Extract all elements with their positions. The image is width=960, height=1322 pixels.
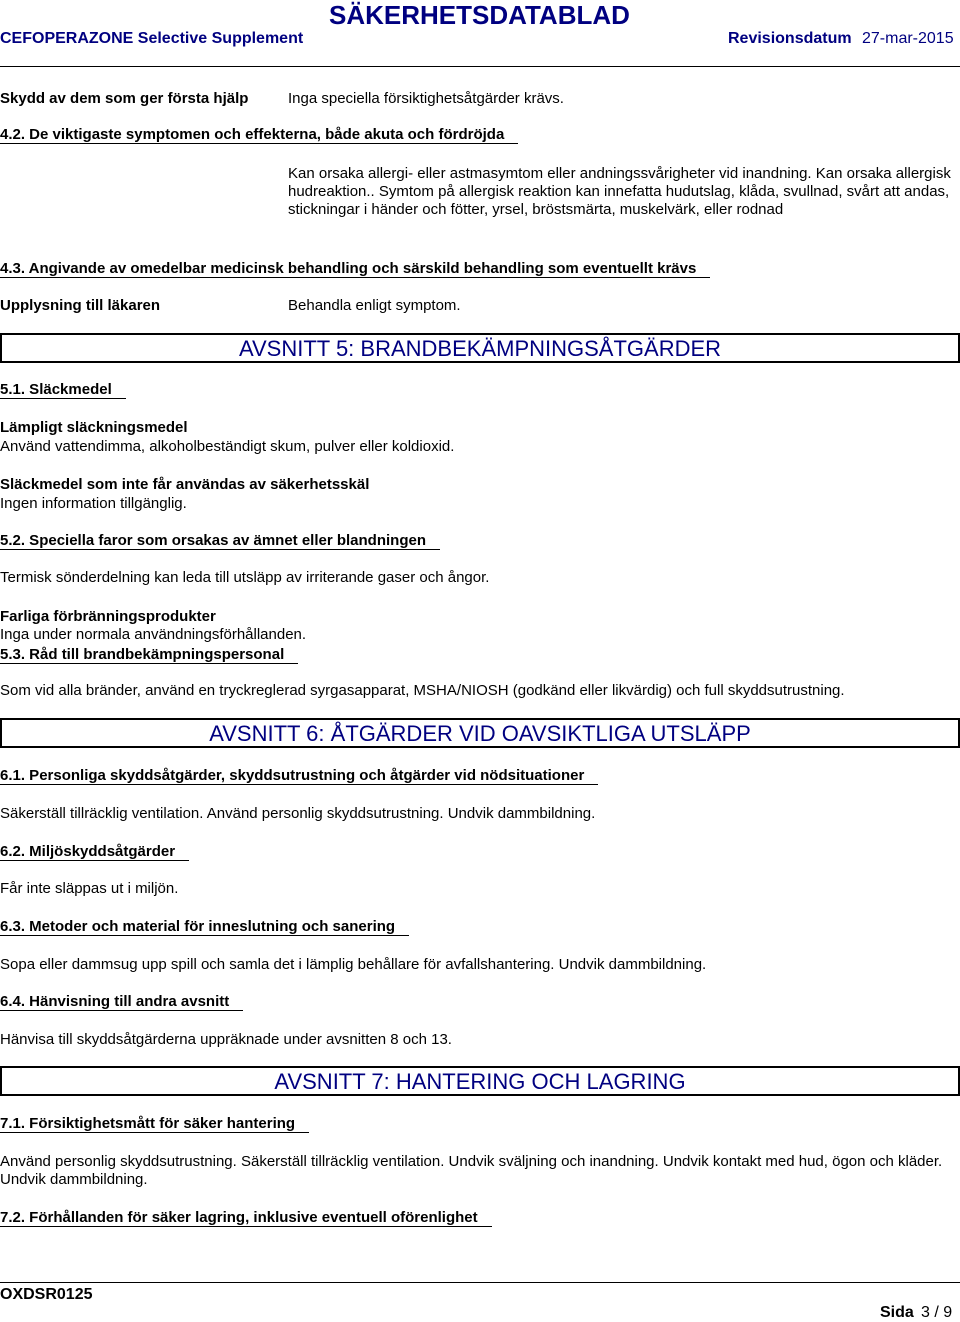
section-5-title: AVSNITT 5: BRANDBEKÄMPNINGSÅTGÄRDER bbox=[238, 336, 722, 361]
suitable-media-text: Använd vattendimma, alkoholbeständigt skum, pulver eller koldioxid. bbox=[0, 438, 455, 455]
suitable-media-label: Lämpligt släckningsmedel bbox=[0, 419, 188, 436]
section-7-title: AVSNITT 7: HANTERING OCH LAGRING bbox=[274, 1069, 686, 1094]
hazard-text: Termisk sönderdelning kan leda till utsläpp av irriterande gaser och ångor. bbox=[0, 569, 490, 586]
unsuitable-media-text: Ingen information tillgänglig. bbox=[0, 495, 187, 512]
heading-6-1: 6.1. Personliga skyddsåtgärder, skyddsutrustning och åtgärder vid nödsituationer bbox=[0, 767, 598, 784]
revision-label: Revisionsdatum bbox=[728, 30, 852, 47]
text-7-1: Använd personlig skyddsutrustning. Säkerställ tillräcklig ventilation. Undvik sväljning och inandning. Undvik kontakt med hud, ögon och kläder. Undvik dammbildning. bbox=[0, 1153, 943, 1188]
text-6-2: Får inte släppas ut i miljön. bbox=[0, 880, 179, 897]
text-6-3: Sopa eller dammsug upp spill och samla det i lämplig behållare för avfallshantering. Undvik dammbildning. bbox=[0, 956, 707, 973]
heading-4-2: 4.2. De viktigaste symptomen och effekterna, både akuta och fördröjda bbox=[0, 126, 518, 143]
first-aid-protection-text: Inga speciella försiktighetsåtgärder krävs. bbox=[288, 90, 564, 107]
heading-6-3: 6.3. Metoder och material för inneslutning och sanering bbox=[0, 918, 409, 935]
document-title: SÄKERHETSDATABLAD bbox=[329, 0, 630, 30]
heading-7-2: 7.2. Förhållanden för säker lagring, inklusive eventuell oförenlighet bbox=[0, 1209, 492, 1226]
text-6-1: Säkerställ tillräcklig ventilation. Använd personlig skyddsutrustning. Undvik dammbildning. bbox=[0, 805, 596, 822]
footer-divider bbox=[0, 1282, 960, 1283]
section-6-banner bbox=[0, 718, 960, 748]
heading-6-4: 6.4. Hänvisning till andra avsnitt bbox=[0, 993, 243, 1010]
revision-date: 27-mar-2015 bbox=[862, 30, 954, 47]
combustion-products-label: Farliga förbränningsprodukter bbox=[0, 608, 216, 625]
header-divider bbox=[0, 66, 960, 67]
heading-5-1: 5.1. Släckmedel bbox=[0, 381, 126, 398]
combustion-products-text: Inga under normala användningsförhållanden. bbox=[0, 626, 307, 643]
firefighter-advice-text: Som vid alla bränder, använd en tryckreglerad syrgasapparat, MSHA/NIOSH (godkänd eller likvärdig) och full skyddsutrustning. bbox=[0, 682, 845, 699]
symptoms-text: Kan orsaka allergi- eller astmasymtom eller andningssvårigheter vid inandning. Kan orsaka allergisk hudreaktion.. Symtom på allergisk reaktion kan innefatta hudutslag, klåda, svullnad, svårt att andas, stickningar i händer och fötter, yrsel, bröstsmärta, muskelvärk, eller rodnad bbox=[288, 165, 951, 218]
document-code: OXDSR0125 bbox=[0, 1286, 93, 1303]
heading-7-1: 7.1. Försiktighetsmått för säker hantering bbox=[0, 1115, 309, 1132]
page-label: Sida bbox=[880, 1304, 914, 1321]
heading-6-2: 6.2. Miljöskyddsåtgärder bbox=[0, 843, 189, 860]
heading-5-2: 5.2. Speciella faror som orsakas av ämnet eller blandningen bbox=[0, 532, 440, 549]
section-7-banner bbox=[0, 1066, 960, 1096]
page-number: 3 / 9 bbox=[921, 1304, 953, 1321]
section-5-banner bbox=[0, 333, 960, 363]
heading-4-3: 4.3. Angivande av omedelbar medicinsk behandling och särskild behandling som eventuellt krävs bbox=[0, 260, 710, 277]
first-aid-protection-label: Skydd av dem som ger första hjälp bbox=[0, 90, 249, 107]
heading-5-3: 5.3. Råd till brandbekämpningspersonal bbox=[0, 646, 298, 663]
product-name: CEFOPERAZONE Selective Supplement bbox=[0, 30, 304, 47]
text-6-4: Hänvisa till skyddsåtgärderna uppräknade under avsnitten 8 och 13. bbox=[0, 1031, 452, 1048]
doctor-info-label: Upplysning till läkaren bbox=[0, 297, 161, 314]
section-6-title: AVSNITT 6: ÅTGÄRDER VID OAVSIKTLIGA UTSLÄPP bbox=[209, 721, 751, 746]
doctor-info-text: Behandla enligt symptom. bbox=[288, 297, 461, 314]
unsuitable-media-label: Släckmedel som inte får användas av säkerhetsskäl bbox=[0, 476, 370, 493]
